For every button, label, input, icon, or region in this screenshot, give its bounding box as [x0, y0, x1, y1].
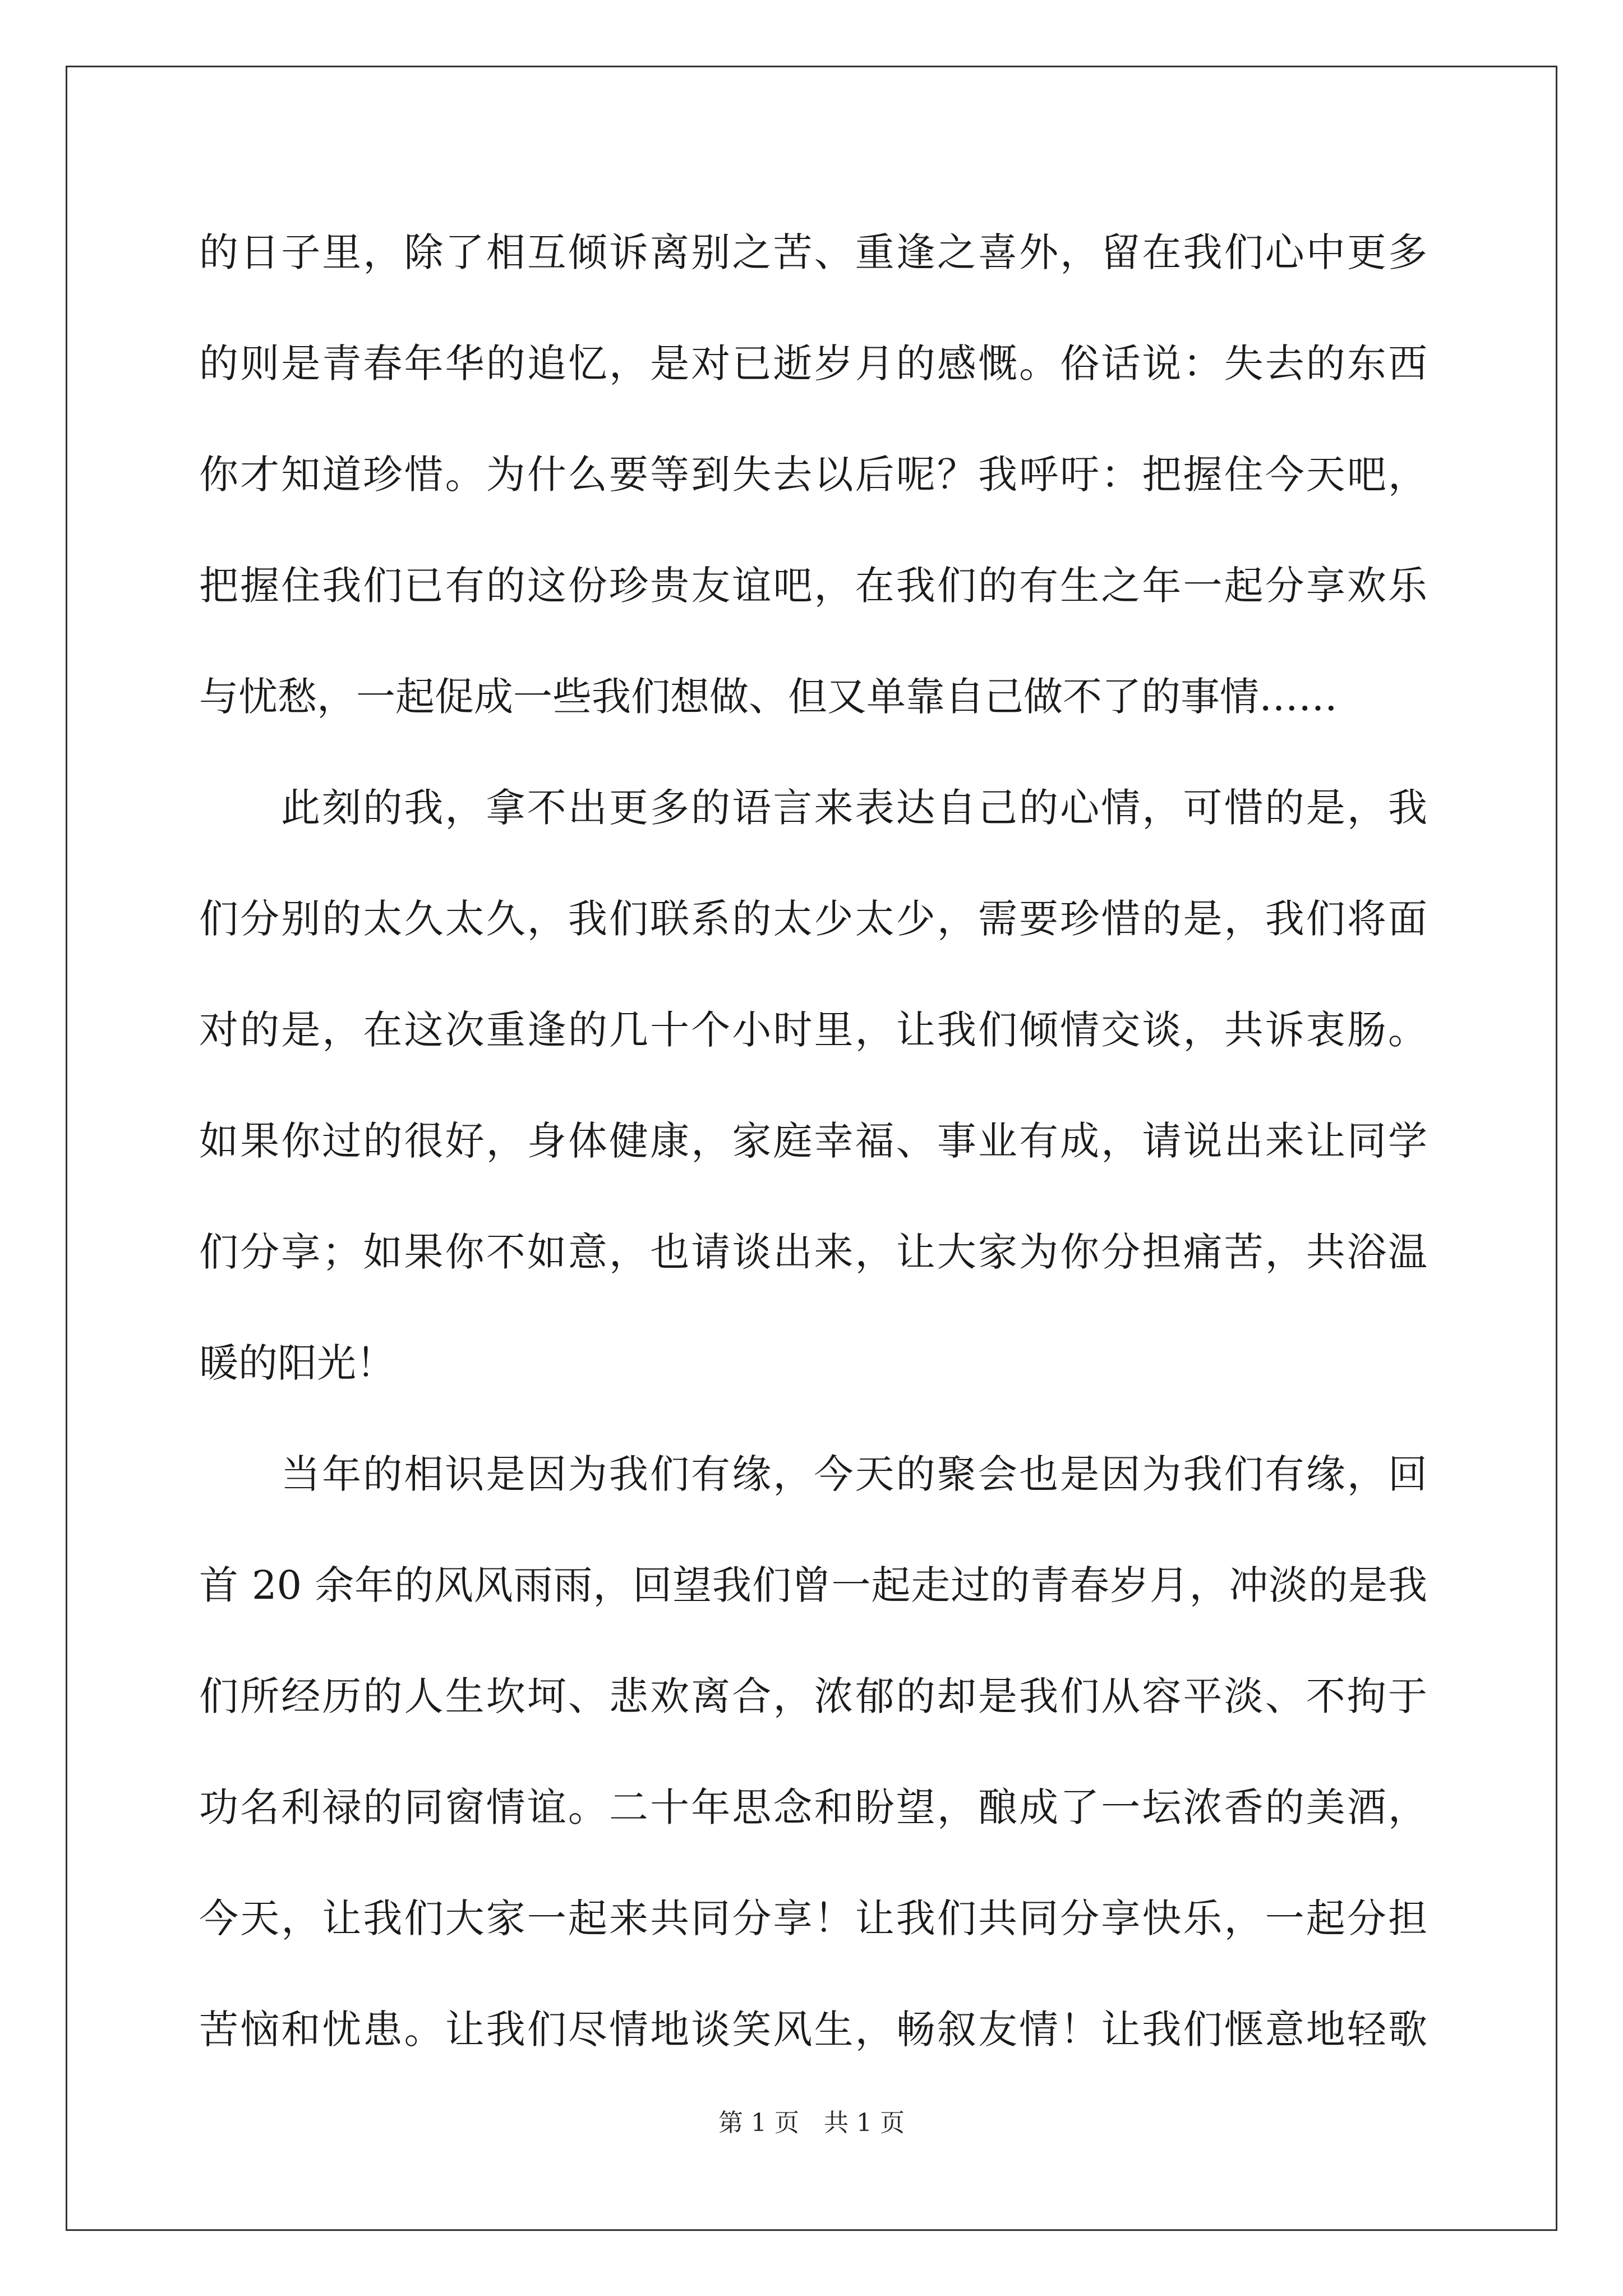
- text-line: 们分享；如果你不如意，也请谈出来，让大家为你分担痛苦，共浴温: [199, 1229, 1427, 1275]
- text-line: 你才知道珍惜。为什么要等到失去以后呢？我呼吁：把握住今天吧，: [199, 452, 1427, 498]
- text-line: 暖的阳光！: [199, 1340, 395, 1386]
- text-line: 的日子里，除了相互倾诉离别之苦、重逢之喜外，留在我们心中更多: [199, 229, 1427, 275]
- page-number-footer: 第 1 页 共 1 页: [718, 2109, 905, 2137]
- text-line: 首 20 余年的风风雨雨，回望我们曾一起走过的青春岁月，冲淡的是我: [199, 1562, 1427, 1608]
- text-line: 功名利禄的同窗情谊。二十年思念和盼望，酿成了一坛浓香的美酒，: [199, 1784, 1427, 1830]
- text-line: 的则是青春年华的追忆，是对已逝岁月的感慨。俗话说：失去的东西: [199, 341, 1427, 386]
- paragraph-first-line: 当年的相识是因为我们有缘，今天的聚会也是因为我们有缘，回: [281, 1451, 1427, 1497]
- text-line: 今天，让我们大家一起来共同分享！让我们共同分享快乐，一起分担: [199, 1895, 1427, 1941]
- paragraph-first-line: 此刻的我，拿不出更多的语言来表达自己的心情，可惜的是，我: [281, 785, 1427, 831]
- text-line: 苦恼和忧患。让我们尽情地谈笑风生，畅叙友情！让我们惬意地轻歌: [199, 2007, 1427, 2053]
- text-line: 们分别的太久太久，我们联系的太少太少，需要珍惜的是，我们将面: [199, 896, 1427, 942]
- document-body: [199, 219, 1427, 2107]
- text-line: 把握住我们已有的这份珍贵友谊吧，在我们的有生之年一起分享欢乐: [199, 563, 1427, 609]
- text-line: 与忧愁，一起促成一些我们想做、但又单靠自己做不了的事情……: [199, 674, 1338, 720]
- text-line: 对的是，在这次重逢的几十个小时里，让我们倾情交谈，共诉衷肠。: [199, 1007, 1427, 1053]
- text-line: 们所经历的人生坎坷、悲欢离合，浓郁的却是我们从容平淡、不拘于: [199, 1673, 1427, 1719]
- text-line: 如果你过的很好，身体健康，家庭幸福、事业有成，请说出来让同学: [199, 1118, 1427, 1164]
